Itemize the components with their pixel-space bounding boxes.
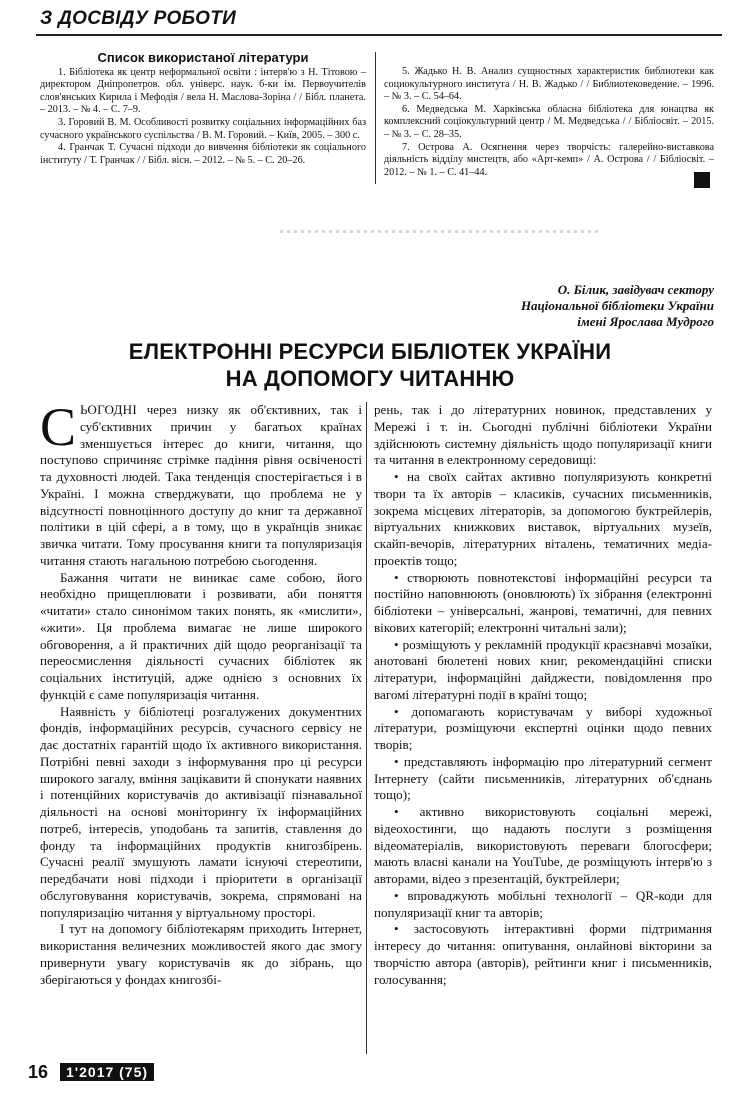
lead-text: через низку як об'єктивних, так і суб'єктивних причин у багатьох країнах зменшується інтерес до книги, читання, що поступово спричиняє стрімке падіння рівня освіченості та духовності людей. Така тенденція спостерігається і в Україні. І можна стверджувати, що проблема не у відсутності повноцінного доступу до книг та державної політики в цій сфері, а в тому, що в українців зникає звичка читати. Тому просування книги та популяризація читання стають нагальною потребою сьогодення. (40, 402, 362, 568)
article-title-line: НА ДОПОМОГУ ЧИТАННЮ (225, 366, 515, 391)
references-divider (375, 52, 376, 184)
drop-cap: С (40, 397, 77, 457)
reference-item: 3. Горовий В. М. Особливості розвитку соціальних інформаційних баз сучасного українського суспільства / В. М. Горовий. – Київ, 2005. – 300 с. (40, 116, 366, 141)
author-name-position: О. Білик, завідувач сектору (557, 282, 714, 297)
lead-paragraph (40, 397, 362, 570)
author-institution: Національної бібліотеки України (520, 298, 714, 313)
bullet-item: • активно використовують соціальні мережі, відеохостинги, що надають послуги з розміщення відеоматеріалів, використовують переваги блогосфери; мають власні канали на YouTube, де розміщують інтерв'ю з авторами, відео з презентацій, буктрейлери; (374, 804, 712, 886)
article-title (30, 338, 710, 392)
author-block (414, 282, 714, 330)
section-header: З ДОСВІДУ РОБОТИ (40, 8, 237, 29)
body-paragraph: І тут на допомогу бібліотекарям приходить Інтернет, використання величезних можливостей якого дає змогу привернути увагу користувачів як до зібрань, що зберігаються у фондах книгозбі- (40, 921, 362, 987)
reference-item: 4. Гранчак Т. Сучасні підходи до вивчення бібліотеки як соціального інституту / Т. Гранчак / / Бібл. вісн. – 2012. – № 5. – С. 20–26. (40, 142, 366, 166)
scan-artifact (280, 230, 600, 233)
body-paragraph: рень, так і до літературних новинок, представлених у Мережі і т. ін. Сьогодні публічні бібліотеки України здійснюють системну діяльність щодо популяризації книги та читання в електронному середовищі: (374, 402, 712, 468)
page-number: 16 (28, 1062, 49, 1082)
header-rule (36, 34, 722, 36)
bullet-item: • представляють інформацію про літературний сегмент Інтернету (сайти письменників, літературних об'єднань тощо); (374, 753, 712, 803)
reference-item: 6. Медведська М. Харківська обласна бібліотека для юнацтва як комплексний соціокультурний центр / М. Медведська / / Бібліосвіт. – 2015. – № 3. – С. 28–35. (384, 103, 714, 140)
reference-item: 5. Жадько Н. В. Анализ сущностных характеристик библиотеки как социокультурного института / Н. В. Жадько / / Библиотековедение. – 1996. – № 3. – С. 54–64. (384, 66, 714, 103)
article-left-column (40, 397, 362, 988)
body-paragraph: Наявність у бібліотеці розгалужених документних фондів, інформаційних ресурсів, сучасного сервісу не дає достатніх гарантій щодо їх активного використання. Потрібні певні заходи з інформування про ці ресурси широкого загалу, вміння зацікавити й спонукати наявних і потенційних користувачів до активізації пізнавальної діяльності на основі моніторингу їх інформаційних потреб, інтересів, уподобань та запитів, ставлення до фонду та інформаційних продуктів книгозбірень. Сучасні реалії змушують ламати існуючі стереотипи, передбачати нові підходи і пріоритети в організації обслуговування користувачів, зокрема, спрямовані на популяризацію читання у віртуальному просторі. (40, 703, 362, 920)
lead-caps: ЬОГОДНІ (80, 402, 137, 417)
references-right-column (384, 66, 714, 179)
bullet-item: • розміщують у рекламній продукції краєзнавчі мозаїки, анотовані бюлетені нових книг, рекомендаційні списки літератури, інформаційні дайджести, повідомлення про вагомі літературні події в країні тощо; (374, 636, 712, 702)
reference-item: 1. Бібліотека як центр неформальної освіти : інтерв'ю з Н. Тітовою – директором Дніпропетров. обл. універс. наук. б-ки ім. Первоучителів слов'янських Кирила і Мефодія / вела Н. Маслова-Зоріна / / Бібл. планета. – 2013. – № 4. – С. 7–9. (40, 66, 366, 116)
author-institution-name: імені Ярослава Мудрого (577, 314, 714, 329)
column-divider (366, 402, 367, 1054)
issue-badge: 1'2017 (75) (60, 1063, 154, 1081)
bullet-item: • на своїх сайтах активно популяризують конкретні твори та їх авторів – класиків, сучасних письменників, зокрема місцевих літераторів, за допомогою буктрейлерів, віртуальних книжкових виставок, віртуальних музеїв, скайп-вечорів, літературних віталень, тематичних медіа-проектів тощо; (374, 469, 712, 568)
bullet-item: • впроваджують мобільні технології – QR-коди для популяризації книг та авторів; (374, 887, 712, 920)
article-title-line: ЕЛЕКТРОННІ РЕСУРСИ БІБЛІОТЕК УКРАЇНИ (128, 339, 612, 364)
end-of-article-square (694, 172, 710, 188)
bullet-item: • створюють повнотекстові інформаційні ресурси та постійно наповнюють (оновлюють) їх зібрання (електронні бібліотеки – універсальні, жанрові, тематичні, для певних вікових категорій; електронні читальні зали); (374, 569, 712, 635)
body-paragraph: Бажання читати не виникає саме собою, його необхідно прищеплювати і розвивати, аби поняття «читати» стало синонімом таких понять, як «мислити», «жити». Ця проблема вимагає не лише широкого обговорення, а й практичних дій щодо реорганізації та переосмислення діяльності сучасних бібліотек як соціальних інституцій, адже однією з основних їх функцій є саме популяризація читання. (40, 569, 362, 702)
references-left-column (40, 52, 366, 167)
article-right-column (374, 402, 712, 988)
bullet-item: • застосовують інтерактивні форми підтримання інтересу до читання: опитування, онлайнові вікторини за творчістю автора (авторів), рейтинги книг і письменників, голосування; (374, 921, 712, 987)
reference-item: 7. Острова А. Осягнення через творчість: галерейно-виставкова діяльність відділу мистецтв, або «Арт-кемп» / А. Острова / / Бібліосвіт. – 2012. – № 1. – С. 41–44. (384, 141, 714, 178)
bullet-item: • допомагають користувачам у виборі художньої літератури, розміщуючи експертні оцінки щодо певних творів; (374, 703, 712, 752)
references-title: Список використаної літератури (97, 50, 309, 65)
